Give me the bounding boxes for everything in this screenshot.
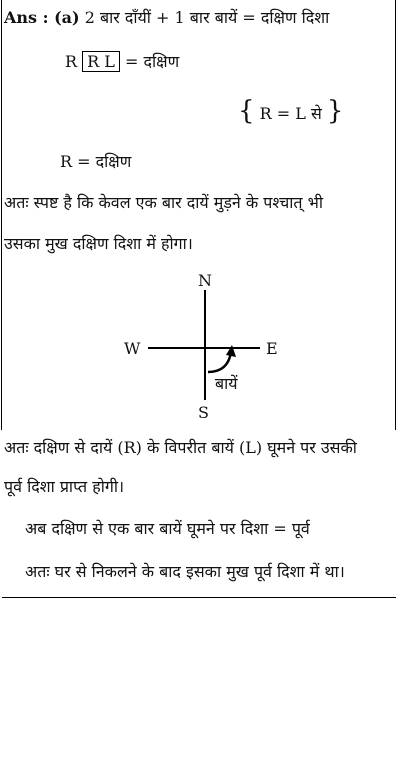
- turn-label: बायें: [215, 374, 238, 393]
- eq-boxed: R L: [82, 51, 120, 72]
- line4: अतः घर से निकलने के बाद इसका मुख पूर्व दिशा में था।: [25, 562, 345, 581]
- line3: अब दक्षिण से एक बार बायें घूमने पर दिशा = पूर्व: [25, 519, 310, 538]
- bottom-rule: [2, 597, 396, 598]
- turn-arrowhead: [226, 345, 236, 357]
- answer-text: 2 बार दाँयीं + 1 बार बायें = दक्षिण दिशा: [84, 8, 330, 27]
- eq-left: R: [65, 52, 78, 71]
- note-open: {: [238, 96, 255, 126]
- compass-east: E: [266, 339, 278, 358]
- compass-south: S: [198, 403, 209, 422]
- para2-line2: पूर्व दिशा प्राप्त होगी।: [4, 477, 125, 496]
- note-text: R = L से: [259, 104, 322, 123]
- para1-line2: उसका मुख दक्षिण दिशा में होगा।: [4, 234, 193, 253]
- answer-label: Ans : (a): [4, 8, 80, 27]
- r-equals-south: R = दक्षिण: [60, 152, 132, 171]
- para2-line1: अतः दक्षिण से दायें (R) के विपरीत बायें (L) घूमने पर उसकी: [4, 438, 357, 457]
- compass-west: W: [124, 339, 141, 358]
- para1-line1: अतः स्पष्ट है कि केवल एक बार दायें मुड़ने के पश्चात् भी: [4, 193, 324, 212]
- compass-north: N: [198, 271, 212, 290]
- eq-right: = दक्षिण: [125, 52, 180, 71]
- note-close: }: [326, 96, 344, 126]
